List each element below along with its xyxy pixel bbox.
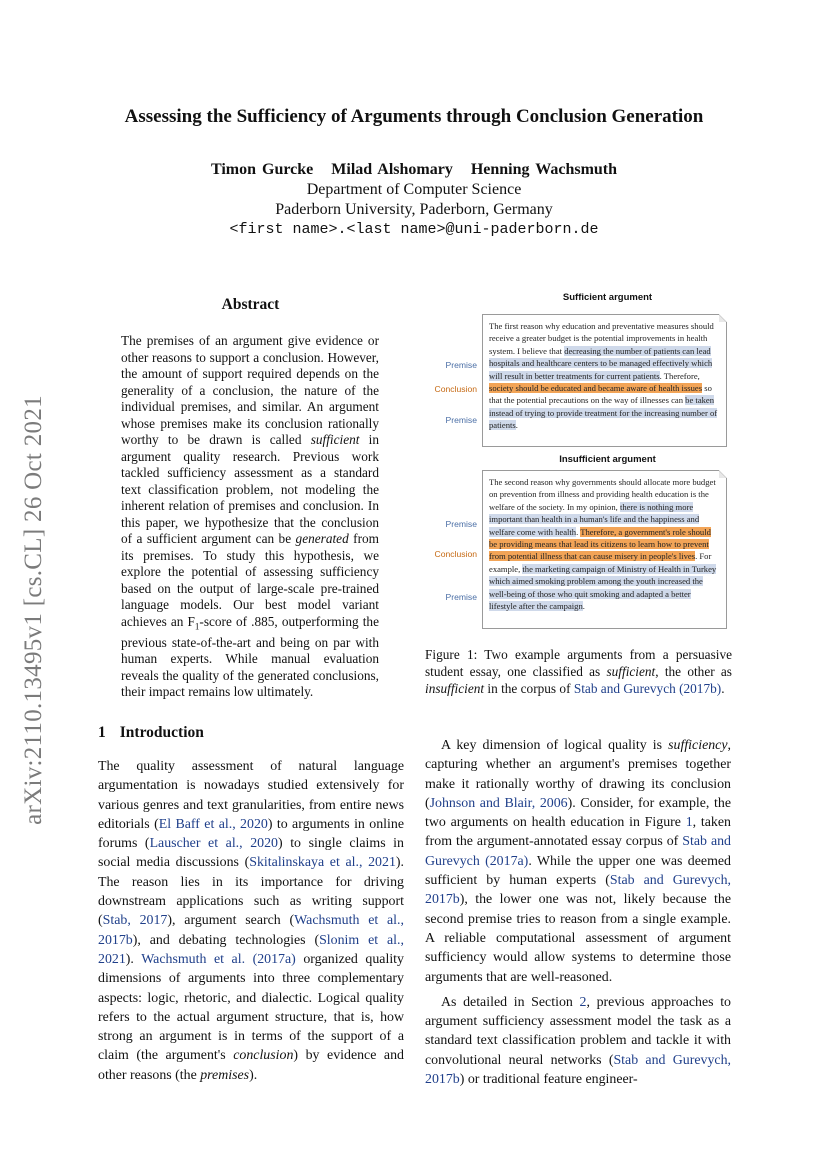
premise-span: decreasing the number of patients can lead hospitals and healthcare centers to be managed effectively which will result in better treatments for current patients <box>489 345 713 381</box>
citation-link[interactable]: Wachsmuth et al. (2017a) <box>141 951 296 967</box>
department: Department of Computer Science <box>306 181 522 198</box>
author-names <box>60 160 768 180</box>
citation-link[interactable]: Skitalinskaya et al., 2021 <box>249 855 396 871</box>
conclusion-label: Conclusion <box>434 549 477 559</box>
premise-label: Premise <box>445 415 477 425</box>
citation-link[interactable]: Stab and Gurevych, 2017b <box>425 1052 731 1088</box>
section-heading <box>98 724 218 742</box>
citation-link[interactable]: Johnson and Blair, 2006 <box>429 795 568 811</box>
author-block <box>60 160 768 240</box>
citation-link[interactable]: Stab and Gurevych (2017a) <box>425 834 731 869</box>
author-name: Timon Gurcke <box>210 161 314 178</box>
intro-left-column <box>98 757 404 1085</box>
conclusion-span: society should be educated and became aware of health issues <box>489 383 703 394</box>
sufficient-argument-box: The first reason why education and preventative measures should receive a greater budget is the potential improvements in health system. I believe that decreasing the number of patients can lead hospitals and healthcare centers to be managed effectively which will result in better treatments for current patients. Therefore, society should be educated and became aware of health issues so that the potential precautions on the way of illnesses can be taken instead of trying to provide treatment for the increasing number of patients. <box>482 314 727 447</box>
premise-label: Premise <box>445 592 477 602</box>
figure-caption: Figure 1: Two example arguments from a persuasive student essay, one classified as sufficient, the other as insufficient in the corpus of Stab and Gurevych (2017b). <box>425 647 732 696</box>
figure-1 <box>425 292 735 612</box>
abstract-heading: Abstract <box>221 296 280 313</box>
citation-link[interactable]: Stab, 2017 <box>102 913 168 929</box>
insufficient-argument-box: The second reason why governments should allocate more budget on prevention from illness and providing health education is the welfare of the society. In my opinion, there is nothing more important than health in a human's life and the happiness and welfare come with health. Therefore, a government's role should be providing means that lead its citizens to learn how to prevent from potential illness that can cause misery in people's lives. For example, the marketing campaign of Ministry of Health in Turkey which aimed smoking problem among the youth increased the well-being of those who quit smoking and adapted a better lifestyle after the campaign. <box>482 470 727 629</box>
paper-title: Assessing the Sufficiency of Arguments through Conclusion Generation <box>124 106 704 127</box>
paragraph: A key dimension of logical quality is sufficiency, capturing whether an argument's premises together make it rationally worthy of drawing its conclusion (Johnson and Blair, 2006). Consider, for example, the two arguments on health education in Figure 1, taken from the argument-annotated essay corpus of Stab and Gurevych (2017a). While the upper one was deemed sufficient by human experts (Stab and Gurevych, 2017b), the lower one was not, likely because the second premise tries to reason from a single example. A reliable computational assessment of argument sufficiency would allow systems to determine those arguments that are well-reasoned. <box>425 738 731 985</box>
citation-link[interactable]: Stab and Gurevych, 2017b <box>425 873 731 908</box>
conclusion-label: Conclusion <box>434 384 477 394</box>
abstract-text: The premises of an argument give evidence or other reasons to support a conclusion. However, the amount of support required depends on the generality of a conclusion, the nature of the individual premises, and similar. An argument whose premises make its conclusion rationally worthy to be drawn is called sufficient in argument quality research. Previous work tackled sufficiency assessment as a standard text classification problem, not modeling the inherent relation of premises and conclusion. In this paper, we hypothesize that the conclusion of a sufficient argument can be generated from its premises. To study this hypothesis, we explore the potential of assessing sufficiency based on the output of large-scale pre-trained language models. Our best model variant achieves an $F_1$-score of .885, outperforming the previous state-of-the-art and being on par with human experts. While manual evaluation reveals the quality of the generated conclusions, their impact remains low ultimately. <box>121 333 380 700</box>
citation-link[interactable]: Wachsmuth et al., 2017b <box>98 913 404 948</box>
citation-link[interactable]: Stab and Gurevych (2017b) <box>573 681 722 696</box>
intro-right-column <box>425 736 731 1095</box>
premise-span: the marketing campaign of Ministry of Health in Turkey which aimed smoking problem among the youth increased the well-being of those who quit smoking and adapted a better lifestyle after the campaign <box>489 563 717 612</box>
author-name: Henning Wachsmuth <box>470 161 618 178</box>
premise-span: there is nothing more important than health in a human's life and the happiness and welfare come with health <box>489 501 700 537</box>
conclusion-span: Therefore, a government's role should be providing means that lead its citizens to learn how to prevent from potential illness that can cause misery in people's lives <box>489 526 711 562</box>
premise-label: Premise <box>445 360 477 370</box>
paragraph: As detailed in Section 2, previous approaches to argument sufficiency assessment model the task as a standard text classification problem and tackle it with convolutional neural networks (Stab and Gurevych, 2017b) or traditional feature engineer- <box>425 994 732 1088</box>
citation-link[interactable]: Lauscher et al., 2020 <box>149 836 278 852</box>
email: <first name>.<last name>@uni-paderborn.de <box>229 221 599 238</box>
insufficient-heading: Insufficient argument <box>559 454 656 465</box>
figure-ref-link[interactable]: 1 <box>685 815 693 831</box>
citation-link[interactable]: El Baff et al., 2020 <box>158 816 268 832</box>
university: Paderborn University, Paderborn, Germany <box>275 201 553 218</box>
section-number: 1 <box>98 724 106 741</box>
sufficient-heading: Sufficient argument <box>562 292 653 303</box>
arxiv-stamp: arXiv:2110.13495v1 [cs.CL] 26 Oct 2021 <box>20 395 47 825</box>
premise-label: Premise <box>445 519 477 529</box>
paragraph: The quality assessment of natural language argumentation is nowadays studied extensively for various genres and text granularities, from entire news editorials (El Baff et al., 2020) to arguments in online forums (Lauscher et al., 2020) to single claims in social media discussions (Skitalinskaya et al., 2021). The reason lies in its importance for driving downstream applications such as writing support (Stab, 2017), argument search (Wachsmuth et al., 2017b), and debating technologies (Slonim et al., 2021). Wachsmuth et al. (2017a) organized quality dimensions of arguments into three complementary aspects: logic, rhetoric, and dialectic. Logical quality refers to the actual argument structure, that is, how strong an argument is in terms of the support of a claim (the argument's conclusion) by evidence and other reasons (the premises). <box>98 759 404 1083</box>
author-name: Milad Alshomary <box>331 161 453 178</box>
premise-span: be taken instead of trying to provide treatment for the increasing number of patients <box>489 395 718 431</box>
section-title: Introduction <box>119 724 204 741</box>
section-ref-link[interactable]: 2 <box>579 994 587 1010</box>
citation-link[interactable]: Slonim et al., 2021 <box>98 932 404 967</box>
